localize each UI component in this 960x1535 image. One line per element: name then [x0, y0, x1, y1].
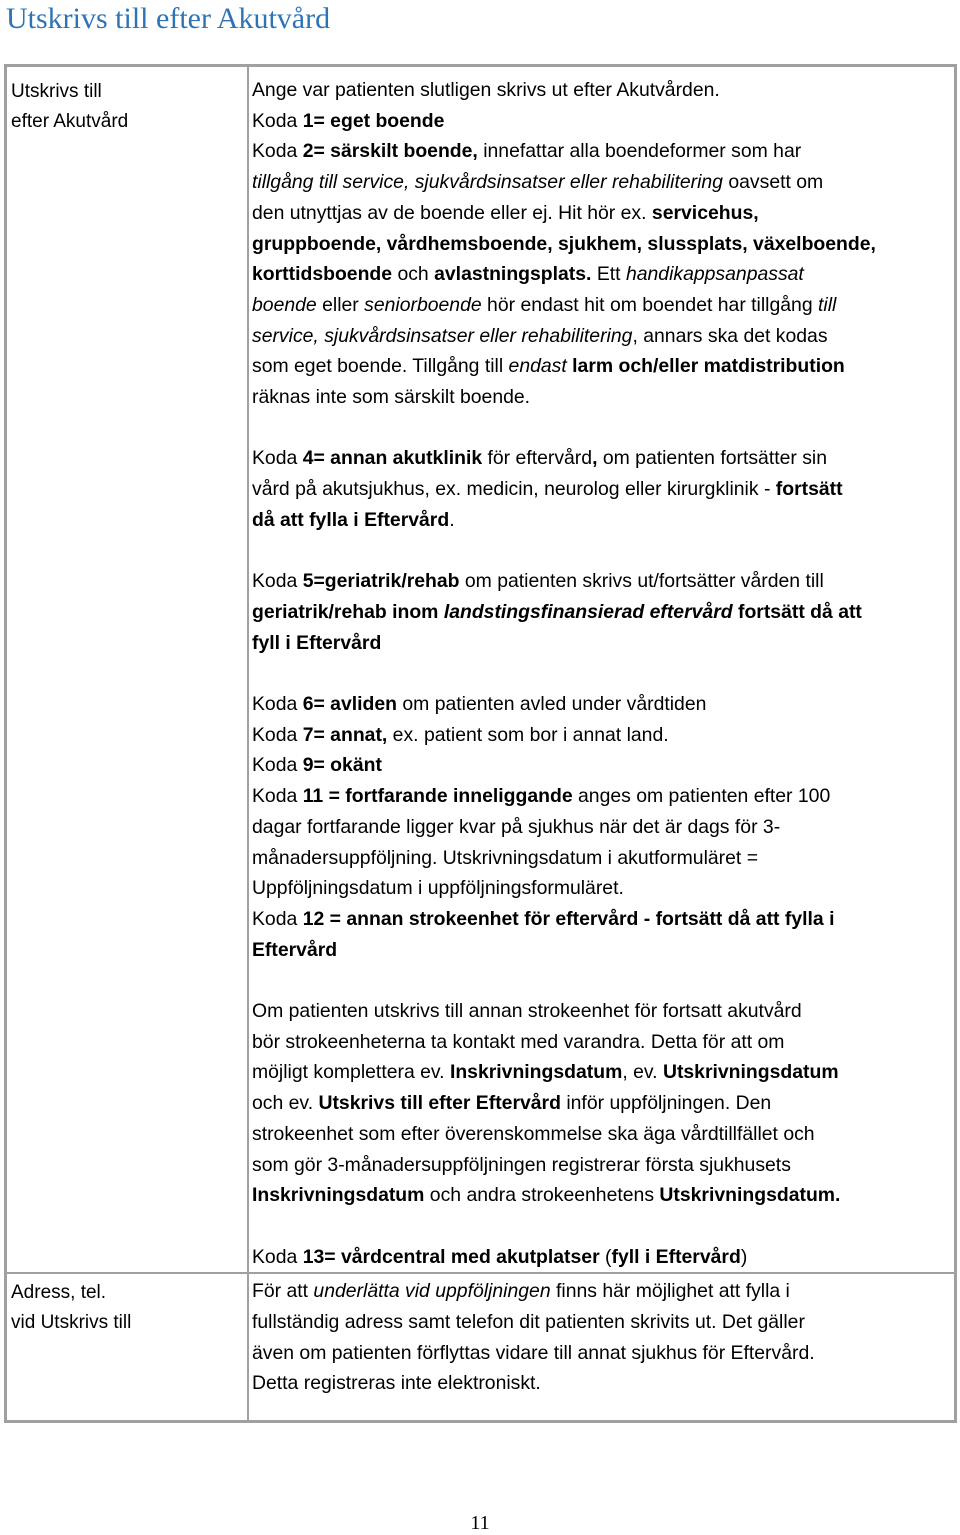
field-definition-table — [4, 64, 957, 1423]
description-intro: Ange var patienten slutligen skrivs ut efter Akutvården. Koda 1= eget boende Koda 2= särskilt boende, innefattar alla boendeformer som har tillgång till service, sjukvårdsinsatser eller rehabilitering oavsett om den utnyttjas av de boende eller ej. Hit hör ex. servicehus, gruppboende, vårdhemsboende, sjukhem, slussplats, växelboende, korttidsboende och avlastningsplats. Ett handikappsanpassat boende eller seniorboende hör endast hit om boendet har tillgång till service, sjukvårdsinsatser eller rehabilitering, annars ska det kodas som eget boende. Tillgång till endast larm och/eller matdistribution räknas inte som särskilt boende. — [252, 79, 876, 409]
field-label: Adress, tel. vid Utskrivs till — [11, 1282, 132, 1334]
table-row — [6, 1273, 955, 1421]
address-description: För att underlätta vid uppföljningen finns här möjlighet att fylla i fullständig adress samt telefon dit patienten skrivits ut. Det gäller även om patienten förflyttas vidare till annat sjukhus för Eftervård. Detta registreras inte elektroniskt. — [252, 1280, 815, 1395]
other-strokeunit-paragraph: Om patienten utskrivs till annan strokeenhet för fortsatt akutvård bör strokeenheterna ta kontakt med varandra. Detta för att om möjligt komplettera ev. Inskrivningsdatum, ev. Utskrivningsdatum och ev. Utskrivs till efter Eftervård inför uppföljningen. Den strokeenhet som efter överenskommelse ska äga vårdtillfället och som gör 3-månadersuppföljningen registrerar första sjukhusets Inskrivningsdatum och andra strokeenhetens Utskrivningsdatum. — [252, 1000, 841, 1207]
code-13-paragraph: Koda 13= vårdcentral med akutplatser (fyll i Eftervård) — [252, 1245, 748, 1268]
field-label: Utskrivs till efter Akutvård — [11, 81, 129, 132]
field-label-cell — [6, 1273, 248, 1421]
table-row — [6, 66, 955, 1273]
page-number: 11 — [470, 1512, 490, 1534]
field-description-cell — [248, 66, 955, 1273]
code-5-paragraph: Koda 5=geriatrik/rehab om patienten skrivs ut/fortsätter vården till geriatrik/rehab inom landstingsfinansierad eftervård fortsätt då att fyll i Eftervård — [252, 570, 862, 654]
codes-6-12-paragraph: Koda 6= avliden om patienten avled under vårdtiden Koda 7= annat, ex. patient som bor i annat land. Koda 9= okänt Koda 11 = fortfarande inneliggande anges om patienten efter 100 dagar fortfarande ligger kvar på sjukhus när det är dags för 3- månadersuppföljning. Utskrivningsdatum i akutformuläret = Uppföljningsdatum i uppföljningsformuläret. Koda 12 = annan strokeenhet för eftervård - fortsätt då att fylla i Eftervård — [252, 693, 835, 961]
field-label-cell — [6, 66, 248, 1273]
code-4-paragraph: Koda 4= annan akutklinik för eftervård, om patienten fortsätter sin vård på akutsjukhus, ex. medicin, neurolog eller kirurgklinik - fortsätt då att fylla i Eftervård. — [252, 447, 843, 531]
field-description-cell — [248, 1273, 955, 1421]
page-title: Utskrivs till efter Akutvård — [6, 2, 331, 35]
